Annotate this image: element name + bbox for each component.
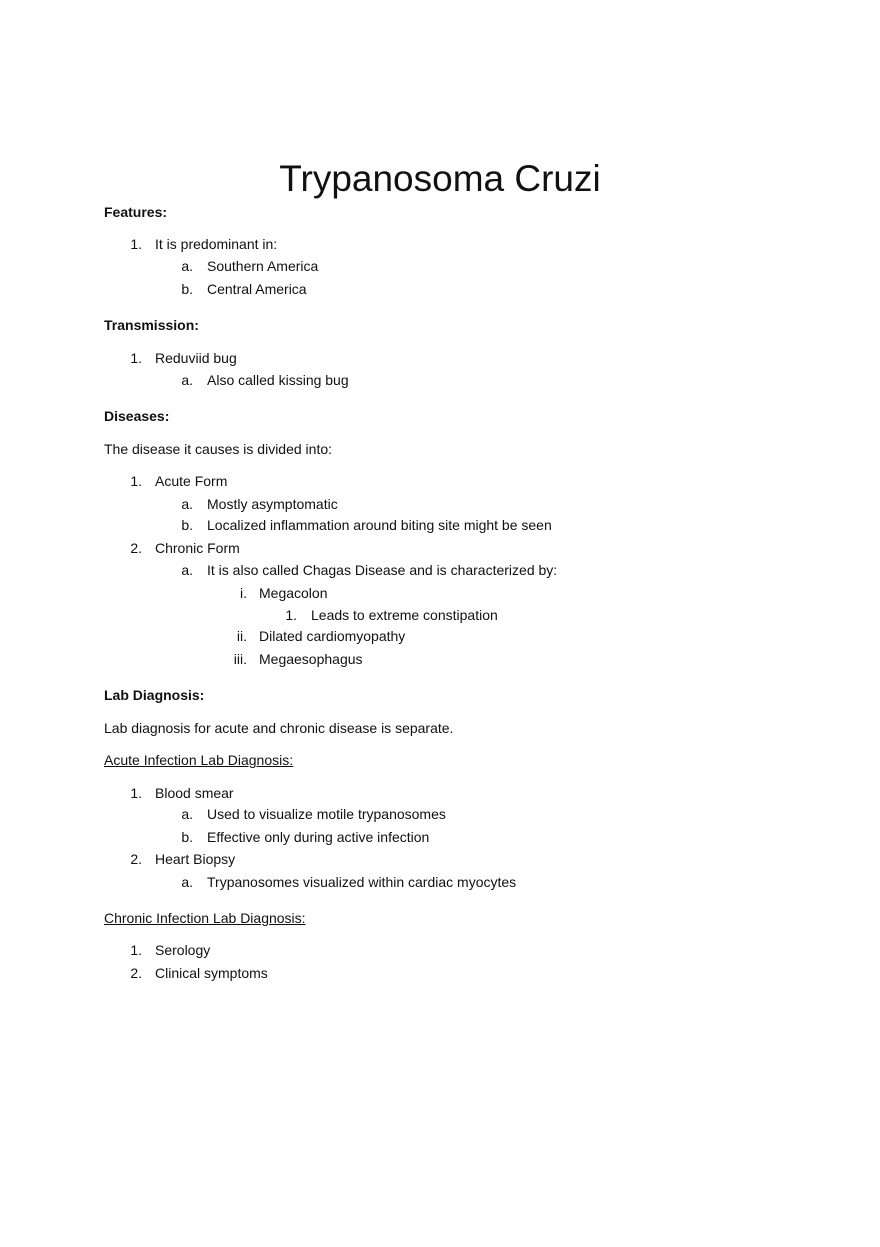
features-heading: Features: — [104, 204, 168, 220]
list-item: Effective only during active infection — [207, 829, 430, 845]
list-marker: a. — [181, 874, 193, 890]
acute-diagnosis-heading: Acute Infection Lab Diagnosis: — [104, 752, 294, 768]
list-marker: 2. — [130, 851, 142, 867]
list-item: Leads to extreme constipation — [311, 607, 498, 623]
list-marker: b. — [181, 829, 193, 845]
list-marker: ii. — [236, 628, 247, 644]
list-item: Chronic Form — [155, 540, 240, 556]
transmission-heading: Transmission: — [104, 317, 199, 333]
list-marker: 1. — [130, 785, 142, 801]
list-marker: a. — [181, 258, 193, 274]
list-item: Dilated cardiomyopathy — [259, 628, 406, 644]
list-item: Southern America — [207, 258, 319, 274]
list-item: Used to visualize motile trypanosomes — [207, 806, 446, 822]
list-item: Heart Biopsy — [155, 851, 236, 867]
list-marker: a. — [181, 562, 193, 578]
diseases-intro: The disease it causes is divided into: — [104, 441, 333, 457]
lab-diagnosis-intro: Lab diagnosis for acute and chronic disease is separate. — [104, 720, 454, 736]
list-item: Reduviid bug — [155, 350, 237, 366]
list-item: Also called kissing bug — [207, 372, 349, 388]
lab-diagnosis-heading: Lab Diagnosis: — [104, 687, 205, 703]
diseases-heading: Diseases: — [104, 408, 170, 424]
list-item: Megaesophagus — [259, 651, 363, 667]
list-item: It is also called Chagas Disease and is characterized by: — [207, 562, 558, 578]
list-item: It is predominant in: — [155, 236, 278, 252]
list-marker: a. — [181, 806, 193, 822]
list-item: Mostly asymptomatic — [207, 496, 338, 512]
list-marker: b. — [181, 517, 193, 533]
list-item: Serology — [155, 942, 211, 958]
list-item: Acute Form — [155, 473, 228, 489]
list-marker: 1. — [130, 350, 142, 366]
list-marker: i. — [240, 585, 247, 601]
list-marker: 2. — [130, 540, 142, 556]
list-item: Trypanosomes visualized within cardiac myocytes — [207, 874, 517, 890]
list-item: Central America — [207, 281, 307, 297]
list-marker: 1. — [130, 473, 142, 489]
list-item: Megacolon — [259, 585, 328, 601]
list-marker: iii. — [233, 651, 247, 667]
list-marker: a. — [181, 372, 193, 388]
list-marker: b. — [181, 281, 193, 297]
chronic-diagnosis-heading: Chronic Infection Lab Diagnosis: — [104, 910, 306, 926]
list-marker: 1. — [130, 236, 142, 252]
list-item: Localized inflammation around biting site might be seen — [207, 517, 552, 533]
list-item: Clinical symptoms — [155, 965, 268, 981]
list-marker: a. — [181, 496, 193, 512]
list-marker: 2. — [130, 965, 142, 981]
list-marker: 1. — [130, 942, 142, 958]
page-title: Trypanosoma Cruzi — [279, 158, 601, 199]
list-item: Blood smear — [155, 785, 234, 801]
list-marker: 1. — [285, 607, 297, 623]
